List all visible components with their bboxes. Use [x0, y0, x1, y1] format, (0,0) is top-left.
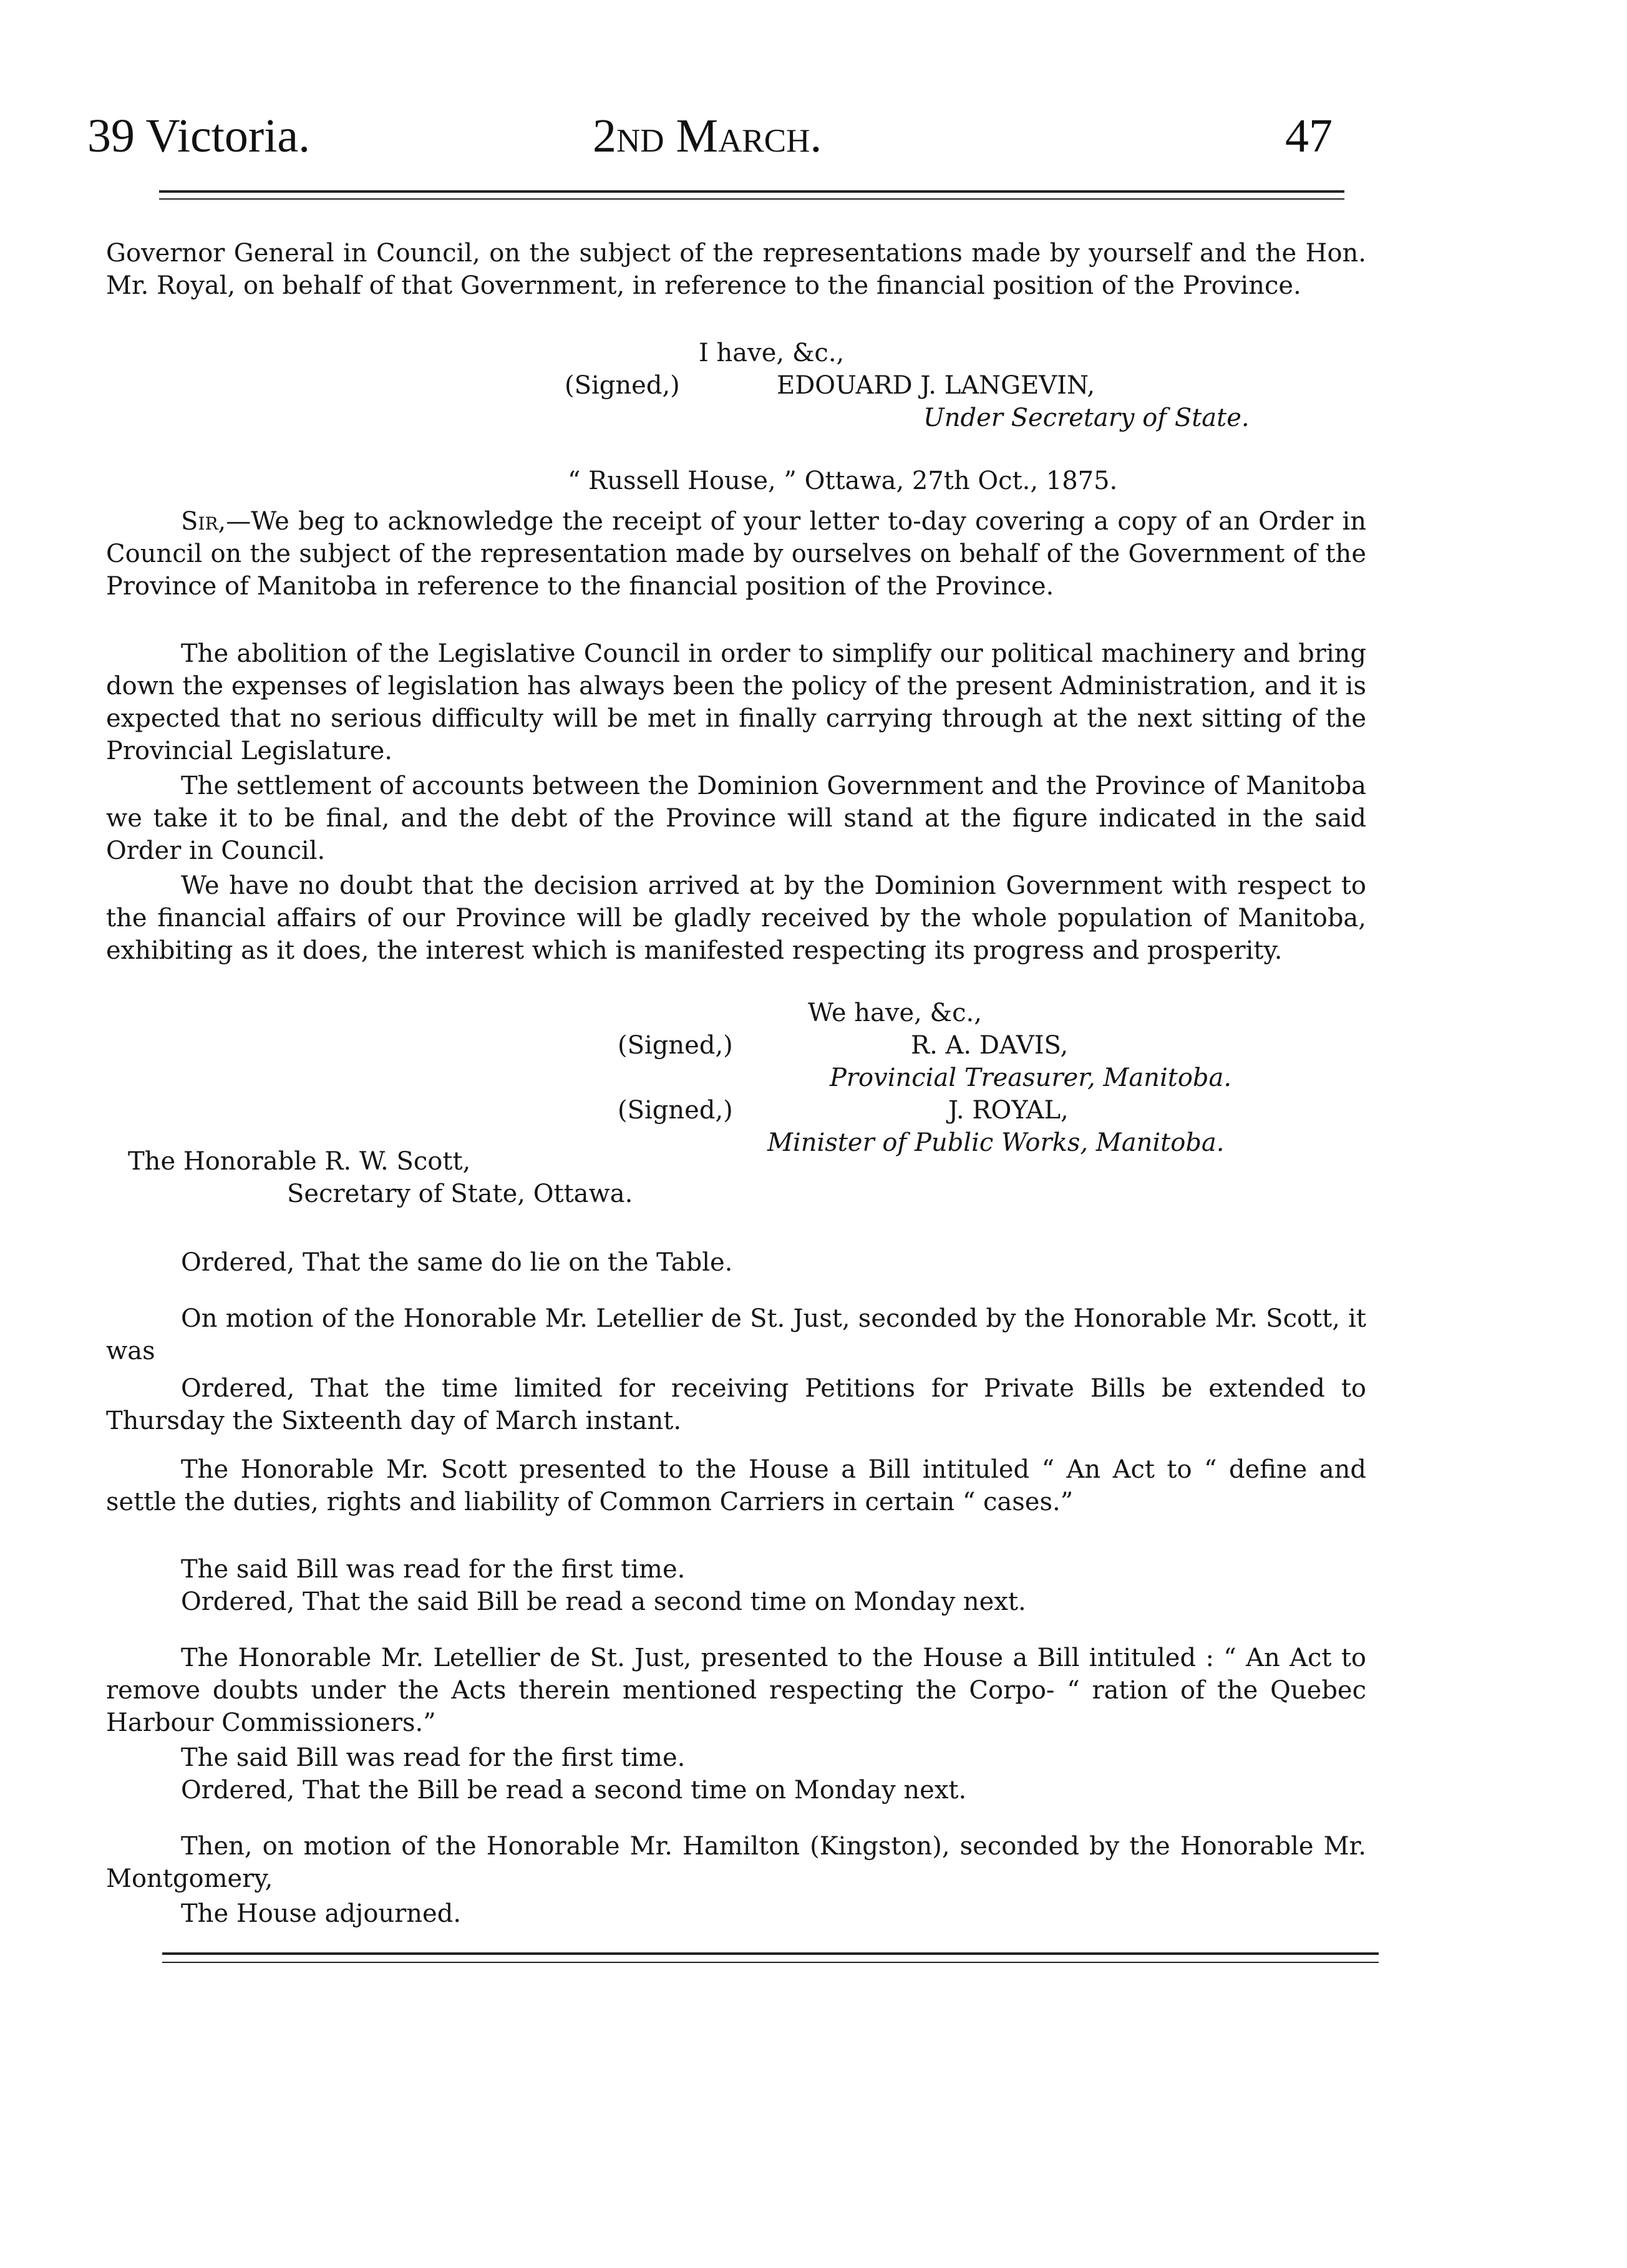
- bill1-first-reading: The said Bill was read for the first time.: [181, 1555, 686, 1584]
- addressee-office: Secretary of State, Ottawa.: [287, 1180, 633, 1208]
- footer-rule-thin: [162, 1962, 1379, 1963]
- bill1-presented: The Honorable Mr. Scott presented to the House a Bill intituled “ An Act to “ define and settle the duties, rights and liability of Common Carriers in certain “ cases.”: [106, 1455, 1366, 1516]
- letter2-closing: We have, &c.,: [808, 999, 982, 1027]
- letter2-signed-2: (Signed,): [618, 1096, 733, 1125]
- ordered-lie-on-table: Ordered, That the same do lie on the Table.: [181, 1248, 733, 1277]
- header-session: 39 Victoria.: [87, 110, 311, 162]
- bill2-second-reading: Ordered, That the Bill be read a second time on Monday next.: [181, 1776, 967, 1805]
- motion-paragraph: On motion of the Honorable Mr. Letellier de St. Just, seconded by the Honorable Mr. Scott, it was: [106, 1304, 1366, 1365]
- adjournment-motion: Then, on motion of the Honorable Mr. Hamilton (Kingston), seconded by the Honorable Mr. Montgomery,: [106, 1832, 1366, 1893]
- header-date: 2nd March.: [593, 110, 822, 162]
- letter2-signed-1: (Signed,): [618, 1031, 733, 1060]
- intro-paragraph: Governor General in Council, on the subject of the representations made by yourself and the Hon. Mr. Royal, on behalf of that Government, in reference to the financial position of the Province.: [106, 239, 1366, 300]
- letter1-signed: (Signed,): [565, 371, 680, 400]
- page-header: [0, 109, 1627, 184]
- salutation: Sir,—: [181, 507, 251, 536]
- letter2-paragraph-3: The settlement of accounts between the Dominion Government and the Province of Manitoba we take it to be final, and the debt of the Province will stand at the figure indicated in the said Order in Council.: [106, 772, 1366, 865]
- letter1-signatory: EDOUARD J. LANGEVIN,: [777, 371, 1095, 400]
- letter2-paragraph-1: Sir,—We beg to acknowledge the receipt of your letter to-day covering a copy of an Order in Council on the subject of the representation made by ourselves on behalf of the Government of the Province of Manitoba in reference to the financial position of the Province.: [106, 507, 1366, 601]
- bill2-first-reading: The said Bill was read for the first time.: [181, 1743, 686, 1772]
- letter2-signatory-1: R. A. DAVIS,: [911, 1031, 1069, 1060]
- header-rule-thin: [159, 198, 1344, 200]
- footer-rule: [162, 1952, 1379, 1955]
- letter1-title: Under Secretary of State.: [923, 404, 1250, 432]
- bill1-second-reading: Ordered, That the said Bill be read a second time on Monday next.: [181, 1587, 1026, 1616]
- ordered-petitions: Ordered, That the time limited for receiving Petitions for Private Bills be extended to Thursday the Sixteenth day of March instant.: [106, 1374, 1366, 1435]
- letter2-place-date: “ Russell House, ” Ottawa, 27th Oct., 1875.: [568, 467, 1118, 495]
- header-rule: [159, 190, 1344, 193]
- page-number: 47: [1285, 110, 1333, 162]
- letter1-closing: I have, &c.,: [699, 339, 845, 367]
- letter2-paragraph-2: The abolition of the Legislative Council in order to simplify our political machinery and bring down the expenses of legislation has always been the policy of the present Administration, and it is expected that no serious difficulty will be met in finally carrying through at the next sitting of the Provincial Legislature.: [106, 639, 1366, 765]
- letter2-paragraph-4: We have no doubt that the decision arrived at by the Dominion Government with respect to the financial affairs of our Province will be gladly received by the whole population of Manitoba, exhibiting as it does, the interest which is manifested respecting its progress and prosperity.: [106, 871, 1366, 965]
- bill2-presented: The Honorable Mr. Letellier de St. Just, presented to the House a Bill intituled : “ An Act to remove doubts under the Acts therein mentioned respecting the Corpo- “ ration of the Quebec Harbour Commissioners.”: [106, 1644, 1366, 1737]
- addressee-name: The Honorable R. W. Scott,: [128, 1147, 471, 1176]
- house-adjourned: The House adjourned.: [181, 1899, 462, 1928]
- letter2-title-2: Minister of Public Works, Manitoba.: [767, 1128, 1225, 1157]
- letter2-signatory-2: J. ROYAL,: [948, 1096, 1069, 1125]
- letter2-title-1: Provincial Treasurer, Manitoba.: [830, 1064, 1232, 1092]
